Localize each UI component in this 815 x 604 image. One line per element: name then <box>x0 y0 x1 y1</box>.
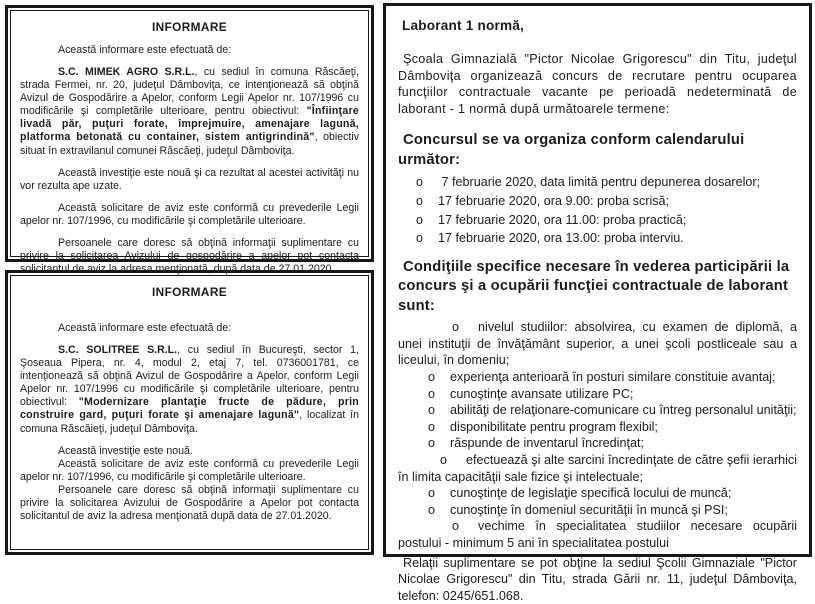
company-name: S.C. MIMEK AGRO S.R.L. <box>58 65 195 78</box>
calendar-item-text: 17 februarie 2020, ora 13.00: proba interviu. <box>438 231 684 246</box>
calendar-item-text: 7 februarie 2020, data limită pentru depunerea dosarelor; <box>438 175 761 190</box>
bullet-marker: o <box>452 320 460 335</box>
condition-item <box>398 452 797 485</box>
bullet-marker: o <box>428 419 436 434</box>
bullet-marker: o <box>428 502 436 517</box>
bullet-marker: o <box>416 193 424 208</box>
condition-item-text: răspunde de inventarul încredinţat; <box>450 436 644 451</box>
notice-intro: Această informare este efectuată de: <box>58 43 232 56</box>
condition-item-text: cunoştinţe avansate utilizare PC; <box>450 386 634 401</box>
bullet-marker: o <box>416 231 424 246</box>
condition-item-text: cunoştinţe în domeniul securităţii în muncă şi PSI; <box>450 502 728 517</box>
paragraph: Această solicitare de aviz este conformă cu prevederile Legii apelor nr. 107/1996, cu modificările şi completările ulterioare. <box>20 201 359 227</box>
condition-item <box>398 419 797 436</box>
notice-mimek-inner <box>10 10 369 276</box>
condition-item <box>398 386 797 403</box>
calendar-item-text: 17 februarie 2020, ora 11.00: proba practică; <box>438 212 687 227</box>
bullet-marker: o <box>428 386 436 401</box>
job-ad-title: Laborant 1 normă, <box>402 18 524 33</box>
notice-title: INFORMARE <box>151 285 228 299</box>
job-ad-footer: Relaţii suplimentare se pot obţine la sediul Şcolii Gimnaziale "Pictor Nicolae Grigorescu" din Titu, strada Gării nr. 11, judeţul Dâmboviţa, telefon: 0245/651.068. <box>398 555 797 603</box>
calendar-item <box>398 229 797 248</box>
calendar-item <box>398 192 797 211</box>
calendar-item <box>398 173 797 192</box>
notice-solitree-inner <box>10 275 369 550</box>
notice-body-text: , cu sediul în Bucureşti, sector 1, Şoseaua Pipera, nr. 4, modul 2, etaj 7, tel. 0736001781, ce intenţionează să obţină Avizul de Gospodărire a Apelor, conform Legii Apelor nr. 107/1996 cu modificările şi completările ulterioare, pentru obiectivul: <box>20 343 360 409</box>
bullet-marker: o <box>428 403 436 418</box>
objective-text: "Înfiinţare livadă păr, puţuri forate, împrejmuire, amenajare lagună, platforma betonată cu container, sistem antigrindină" <box>20 105 359 144</box>
bullet-marker: o <box>416 212 424 227</box>
condition-item-text: efectuează şi alte sarcini încredinţate de către şefii ierarhici în limita capacităţii sale fizice şi intelectuale; <box>398 452 797 484</box>
condition-item-text: vechime în specialitatea studiilor necesare ocupării postului - minimum 5 ani în specialitatea postului <box>398 519 797 550</box>
condition-item <box>398 319 797 369</box>
bullet-marker: o <box>440 452 448 467</box>
job-ad-intro: Şcoala Gimnazială "Pictor Nicolae Grigorescu" din Titu, judeţul Dâmboviţa organizează concurs de recrutare pentru ocuparea funcţiilor contractuale vacante pe perioadă nedeterminată de laborant - 1 normă după următoarele termene: <box>398 51 797 116</box>
condition-item <box>398 435 797 452</box>
bullet-marker: o <box>416 175 424 190</box>
notice-body-tail: , localizat în comuna Răscăieţi, judeţul Dâmboviţa. <box>20 409 359 435</box>
notice-intro: Această informare este efectuată de: <box>58 321 232 334</box>
objective-text: "Modernizare plantaţie fructe de pădure, prin construire gard, puţuri forate şi amenajare lagună" <box>20 396 360 422</box>
notice-body <box>20 344 359 436</box>
paragraph: Persoanele care doresc să obţină informaţii suplimentare cu privire la solicitarea Avizului de Gospodărire a Apelor pot contacta solicitantul de aviz la adresa menţionată după data de 27.01.2020. <box>20 484 359 523</box>
notice-title: INFORMARE <box>151 20 228 34</box>
condition-item <box>398 485 797 502</box>
bullet-marker: o <box>452 519 460 534</box>
calendar-item-text: 17 februarie 2020, ora 9.00: proba scrisă; <box>438 193 670 208</box>
company-name: S.C. SOLITREE S.R.L. <box>58 343 178 356</box>
paragraph: Această investiţie este nouă. <box>58 444 193 457</box>
bullet-marker: o <box>428 486 436 501</box>
condition-item <box>398 518 797 551</box>
job-ad-laborant <box>383 3 812 603</box>
bullet-marker: o <box>428 369 436 384</box>
left-column <box>5 5 374 555</box>
condition-item-text: experienţa anterioară în posturi similare constituie avantaj; <box>450 369 776 384</box>
condition-item-text: cunoştinţe de legislaţie specifică locului de muncă; <box>450 486 732 501</box>
paragraph: Persoanele care doresc să obţină informaţii suplimentare cu privire la solicitarea Avizului de gospodărire a apelor pot contacta solicitantul de aviz la adresa menţionată, după data de 27.01.2020. <box>20 237 359 276</box>
calendar-item <box>398 211 797 230</box>
notice-body <box>20 66 359 158</box>
notice-body-text: , cu sediul în comuna Răscăeţi, strada Fermei, nr. 20, judeţul Dâmboviţa, ce intenţionează să obţină Avizul de Gospodărire a Apelor, conform Legii Apelor nr. 107/1996 cu modificările şi completările ulterioare, pentru obiectivul: <box>20 65 359 118</box>
notice-solitree <box>5 270 374 555</box>
calendar-heading: Concursul se va organiza conform calendarului următor: <box>398 132 745 168</box>
condition-item <box>398 369 797 386</box>
notice-mimek-agro <box>5 5 374 276</box>
bullet-marker: o <box>428 436 436 451</box>
condition-item-text: nivelul studiilor: absolvirea, cu examen de diplomă, a unei instituţii de învăţământ superior, a unei şcoli postliceale sau a liceului, în domeniu; <box>398 320 797 368</box>
paragraph: Această investiţie este nouă şi ca rezultat al acestei activităţi nu vor rezulta ape uzate. <box>20 166 359 192</box>
notice-body-tail: , obiectiv situat în extravilanul comunei Răscăeţi, judeţul Dâmboviţa. <box>20 131 359 157</box>
conditions-heading: Condiţiile specifice necesare în vederea participării la concurs şi a ocupării funcţiei contractuale de laborant sunt: <box>398 258 790 314</box>
condition-item <box>398 502 797 519</box>
condition-item-text: abilităţi de relaţionare-comunicare cu întreg personalul unităţii; <box>450 403 797 418</box>
condition-item <box>398 402 797 419</box>
paragraph: Această solicitare de aviz este conformă cu prevederile Legii apelor nr. 107/1996, cu modificările şi completările ulterioare. <box>20 457 359 483</box>
condition-item-text: disponibilitate pentru program flexibil; <box>450 419 658 434</box>
